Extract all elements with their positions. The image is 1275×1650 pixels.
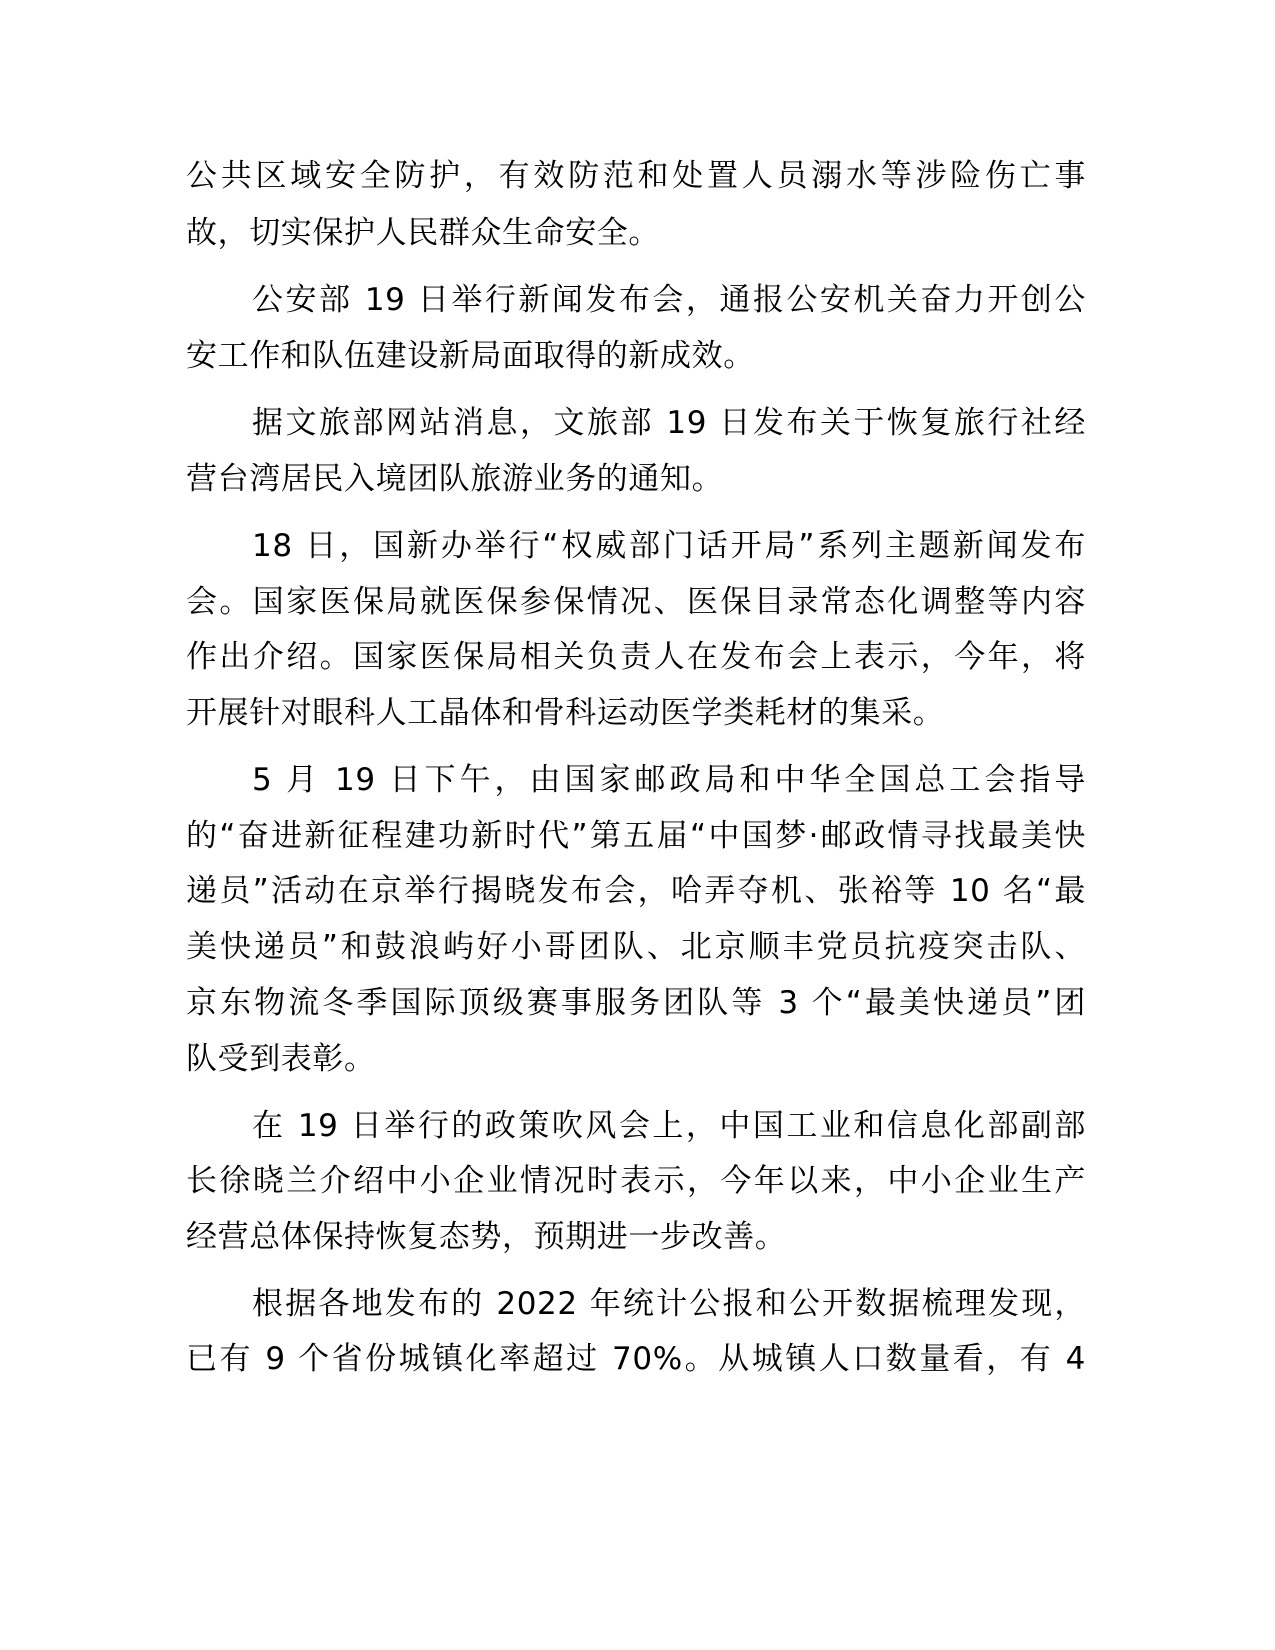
paragraph-line: 开展针对眼科人工晶体和骨科运动医学类耗材的集采。 (186, 695, 945, 731)
paragraph-line: 会。国家医保局就医保参保情况、医保目录常态化调整等内容 (186, 584, 1086, 620)
paragraph-line: 公共区域安全防护，有效防范和处置人员溺水等涉险伤亡事 (186, 158, 1086, 194)
paragraph-line: 在 19 日举行的政策吹风会上，中国工业和信息化部副部 (252, 1108, 1086, 1144)
paragraph-line: 18 日，国新办举行“权威部门话开局”系列主题新闻发布 (252, 528, 1086, 564)
paragraph-line: 长徐晓兰介绍中小企业情况时表示，今年以来，中小企业生产 (186, 1163, 1086, 1199)
paragraph-line: 已有 9 个省份城镇化率超过 70%。从城镇人口数量看，有 4 (186, 1341, 1086, 1377)
paragraph-line: 安工作和队伍建设新局面取得的新成效。 (186, 338, 755, 374)
paragraph-line: 队受到表彰。 (186, 1041, 376, 1077)
paragraph-line: 递员”活动在京举行揭晓发布会，哈弄夺机、张裕等 10 名“最 (186, 873, 1086, 909)
paragraph-line: 故，切实保护人民群众生命安全。 (186, 215, 660, 251)
paragraph-line: 作出介绍。国家医保局相关负责人在发布会上表示，今年，将 (186, 639, 1086, 675)
paragraph-line: 根据各地发布的 2022 年统计公报和公开数据梳理发现， (252, 1286, 1086, 1322)
paragraph-line: 公安部 19 日举行新闻发布会，通报公安机关奋力开创公 (252, 282, 1086, 318)
paragraph-line: 京东物流冬季国际顶级赛事服务团队等 3 个“最美快递员”团 (186, 985, 1086, 1021)
paragraph-line: 经营总体保持恢复态势，预期进一步改善。 (186, 1219, 787, 1255)
paragraph-line: 美快递员”和鼓浪屿好小哥团队、北京顺丰党员抗疫突击队、 (186, 929, 1086, 965)
paragraph-line: 营台湾居民入境团队旅游业务的通知。 (186, 461, 724, 497)
paragraph-line: 5 月 19 日下午，由国家邮政局和中华全国总工会指导 (252, 762, 1086, 798)
paragraph-line: 的“奋进新征程建功新时代”第五届“中国梦·邮政情寻找最美快 (186, 818, 1086, 854)
paragraph-line: 据文旅部网站消息，文旅部 19 日发布关于恢复旅行社经 (252, 405, 1086, 441)
